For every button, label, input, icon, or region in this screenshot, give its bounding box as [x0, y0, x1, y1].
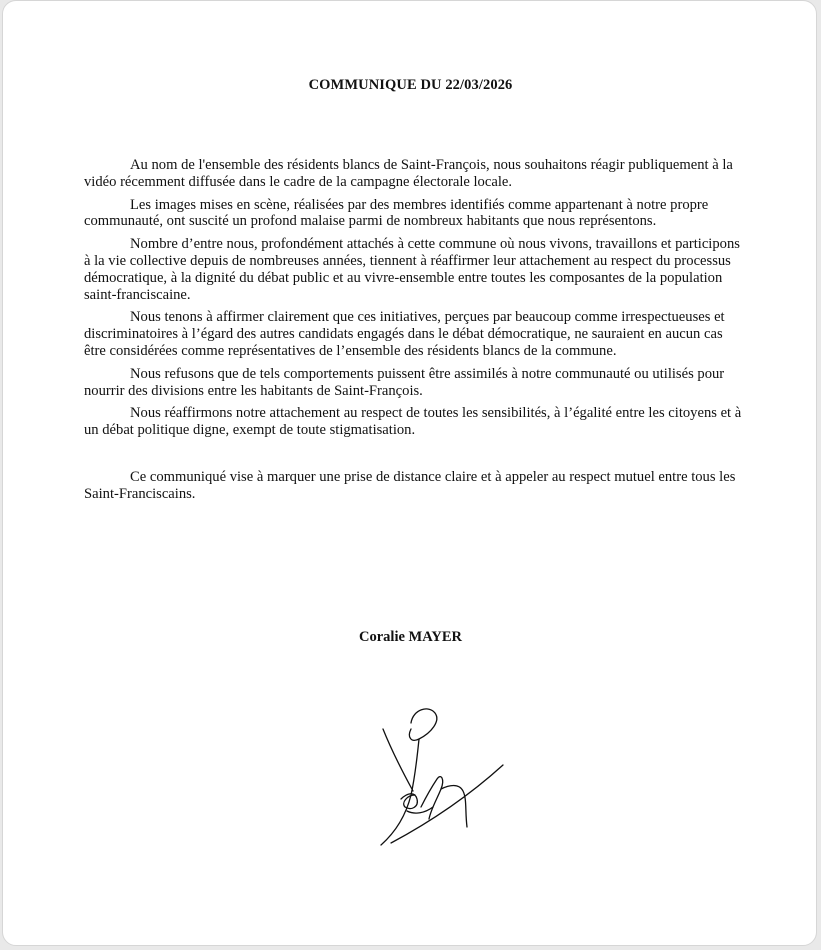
handwritten-signature — [371, 699, 511, 859]
paragraph-6: Nous réaffirmons notre attachement au respect de toutes les sensibilités, à l’égalité entre les citoyens et à un débat politique digne, exempt de toute stigmatisation. — [84, 405, 742, 439]
signature-stroke-tail — [407, 807, 433, 813]
paragraph-3: Nombre d’entre nous, profondément attachés à cette commune où nous vivons, travaillons et participons à la vie collective depuis de nombreuses années, tiennent à réaffirmer leur attachement au respect du processus démocratique, à la dignité du débat public et au vivre-ensemble entre toutes les composantes de la population saint-franciscaine. — [84, 236, 740, 303]
signature-stroke-right — [441, 786, 467, 828]
document-title: COMMUNIQUE DU 22/03/2026 — [308, 77, 513, 93]
signer-name: Coralie MAYER — [359, 629, 462, 645]
document-page — [2, 0, 817, 946]
signature-stroke-f — [421, 777, 443, 819]
signature-stroke-loop — [409, 709, 436, 740]
paragraph-1: Au nom de l'ensemble des résidents blancs de Saint-François, nous souhaitons réagir publiquement à la vidéo récemment diffusée dans le cadre de la campagne électorale locale. — [84, 157, 733, 190]
paragraph-2: Les images mises en scène, réalisées par des membres identifiés comme appartenant à notre propre communauté, ont suscité un profond malaise parmi de nombreux habitants que nous représentons. — [84, 196, 709, 230]
signature-stroke-left — [383, 729, 413, 791]
paragraph-5: Nous refusons que de tels comportements puissent être assimilés à notre communauté ou utilisés pour nourrir des divisions entre les habitants de Saint-François. — [84, 365, 725, 399]
closing-paragraph: Ce communiqué vise à marquer une prise de distance claire et à appeler au respect mutuel entre tous les Saint-Franciscains. — [84, 468, 736, 502]
paragraph-4: Nous tenons à affirmer clairement que ces initiatives, perçues par beaucoup comme irrespectueuses et discriminatoires à l’égard des autres candidats engagés dans le débat démocratique, ne sauraient en aucun cas être considérées comme représentatives de l’ensemble des résidents blancs de la commune. — [84, 309, 725, 359]
document-body — [84, 157, 744, 509]
signature-stroke-descender — [381, 739, 419, 845]
